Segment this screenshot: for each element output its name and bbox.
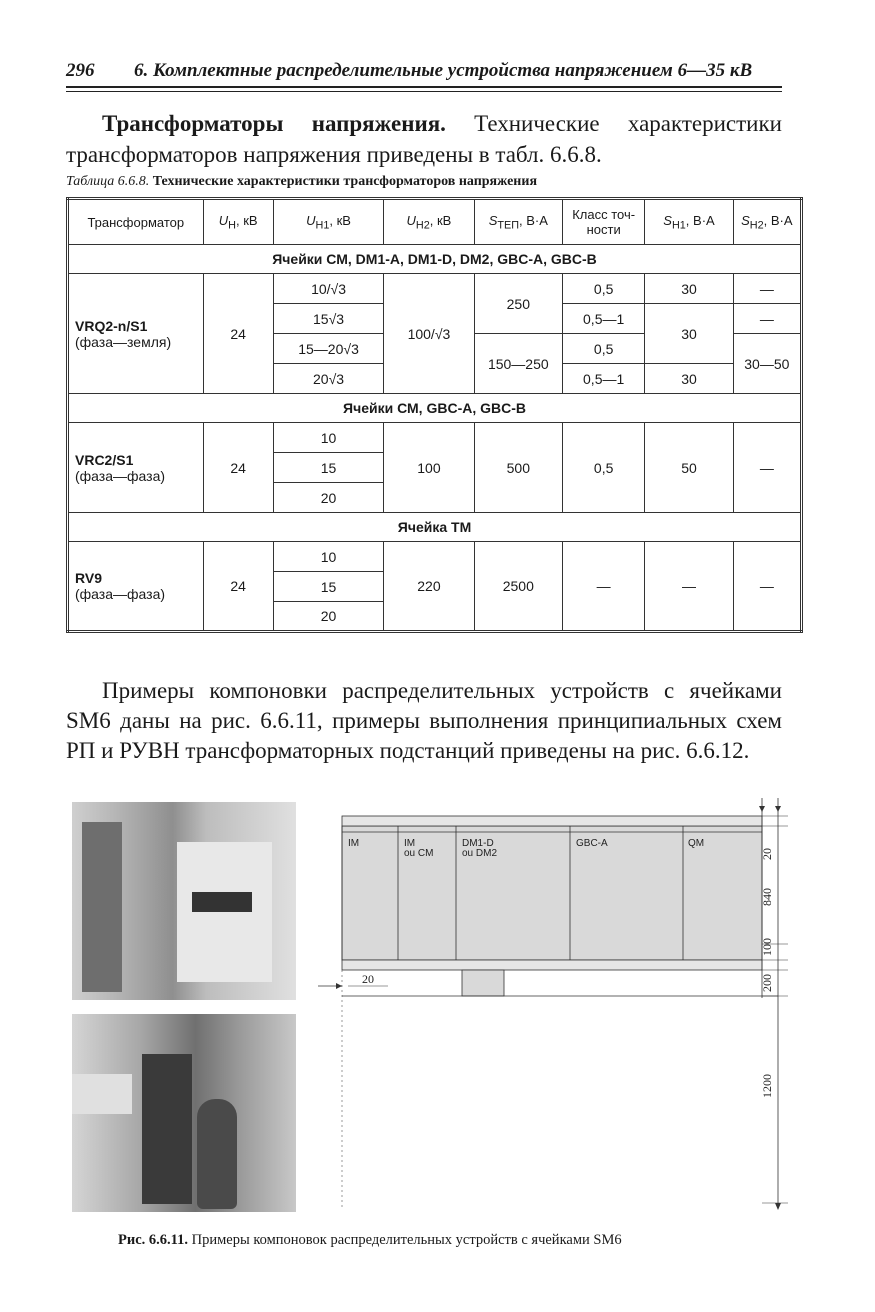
intro-paragraph	[66, 108, 782, 170]
cell-sh2: —	[733, 304, 801, 334]
cell-un1: 15√3	[273, 304, 383, 334]
figure-caption-label: Рис. 6.6.11.	[118, 1232, 188, 1248]
dim-200: 200	[760, 974, 774, 992]
layout-drawing	[318, 798, 800, 1210]
cell-label-im-cm: IM	[404, 838, 416, 849]
section-title: Ячейки СМ, DM1-A, DM1-D, DM2, GBC-A, GBC-B	[68, 245, 802, 274]
switchgear-operator-photo	[72, 1014, 296, 1212]
intro-lead: Трансформаторы напряжения.	[102, 111, 446, 136]
table-row	[68, 423, 802, 453]
cell-s-tep: 250	[474, 274, 562, 334]
cell-s-tep: 2500	[474, 542, 562, 632]
dim-20-left: 20	[362, 972, 374, 986]
cell-accuracy: 0,5—1	[562, 364, 644, 394]
figure-caption	[118, 1232, 622, 1249]
section-title: Ячейка ТМ	[68, 513, 802, 542]
dim-100: 100	[760, 938, 774, 956]
body-paragraph: Примеры компоновки распределительных устройств с ячейками SM6 даны на рис. 6.6.11, примеры выполнения принципиальных схем РП и РУВН трансформаторных подстанций приведены на рис. 6.6.12.	[66, 678, 782, 763]
cell-accuracy: 0,5—1	[562, 304, 644, 334]
cell-label-qm: QM	[688, 838, 705, 849]
cell-sh1: 50	[645, 423, 733, 513]
page-header	[66, 58, 782, 84]
cell-sh2: —	[733, 542, 801, 632]
cell-accuracy: —	[562, 542, 644, 632]
intro-text: Технические характеристики трансформаторов напряжения приведены в табл. 6.6.8.	[66, 111, 782, 167]
th-accuracy: Класс точ-ности	[562, 199, 644, 245]
table-caption	[66, 174, 537, 190]
cell-label-im: IM	[348, 838, 360, 849]
cell-sh1: 30	[645, 274, 733, 304]
page-number: 296	[66, 60, 95, 81]
cell-un2: 220	[384, 542, 474, 632]
cell-un1: 10	[273, 542, 383, 572]
figure-caption-text: Примеры компоновок распределительных устройств с ячейками SM6	[187, 1232, 622, 1248]
dim-1200: 1200	[760, 1074, 774, 1098]
cell-un1: 20√3	[273, 364, 383, 394]
th-un: $U_Н$, кВ	[203, 199, 273, 245]
cell-sh1: —	[645, 542, 733, 632]
cell-un1: 20	[273, 602, 383, 632]
cell-sh2: —	[733, 274, 801, 304]
cell-un2: 100	[384, 423, 474, 513]
cell-accuracy: 0,5	[562, 423, 644, 513]
transformer-name: VRQ2-n/S1 (фаза—земля)	[68, 274, 204, 394]
transformer-name: RV9 (фаза—фаза)	[68, 542, 204, 632]
th-un2: $U_{Н2}$, кВ	[384, 199, 474, 245]
cell-label-dm1d: DM1-D	[462, 838, 494, 849]
th-sh2: $S_{Н2}$, В·А	[733, 199, 801, 245]
th-un1: $U_{Н1}$, кВ	[273, 199, 383, 245]
th-transformer: Трансформатор	[68, 199, 204, 245]
section-title: Ячейки СМ, GBC-A, GBC-B	[68, 394, 802, 423]
table-row	[68, 542, 802, 572]
table-row	[68, 274, 802, 304]
cell-sh2: 30—50	[733, 334, 801, 394]
cell-un1: 15	[273, 572, 383, 602]
cell-un1: 15	[273, 453, 383, 483]
chapter-title: 6. Комплектные распределительные устройства напряжением 6—35 кВ	[134, 60, 753, 81]
cell-un: 24	[203, 274, 273, 394]
th-sh1: $S_{Н1}$, В·А	[645, 199, 733, 245]
switchgear-photo	[72, 802, 296, 1000]
table-header-row	[68, 199, 802, 245]
cell-un1: 15—20√3	[273, 334, 383, 364]
cell-un1: 10	[273, 423, 383, 453]
dim-840: 840	[760, 888, 774, 906]
table-caption-label: Таблица 6.6.8.	[66, 174, 150, 189]
cell-accuracy: 0,5	[562, 334, 644, 364]
transformer-name: VRC2/S1 (фаза—фаза)	[68, 423, 204, 513]
table-caption-text: Технические характеристики трансформаторов напряжения	[149, 174, 538, 189]
cell-label-dm1d-2: ou DM2	[462, 848, 498, 859]
cell-un: 24	[203, 542, 273, 632]
cell-sh2: —	[733, 423, 801, 513]
cell-label-gbca: GBC-A	[576, 838, 608, 849]
cell-un: 24	[203, 423, 273, 513]
cell-un1: 20	[273, 483, 383, 513]
cell-un1: 10/√3	[273, 274, 383, 304]
cell-label-im-cm-2: ou CM	[404, 848, 434, 859]
cell-sh1: 30	[645, 364, 733, 394]
th-s-tep: $S_{ТЕП}$, В·А	[474, 199, 562, 245]
header-rule-thin	[66, 91, 782, 92]
dim-20-top: 20	[760, 848, 774, 860]
cell-sh1: 30	[645, 304, 733, 364]
header-rule	[66, 86, 782, 88]
cell-accuracy: 0,5	[562, 274, 644, 304]
spec-table	[66, 197, 803, 633]
cell-s-tep: 500	[474, 423, 562, 513]
cell-s-tep: 150—250	[474, 334, 562, 394]
cell-un2: 100/√3	[384, 274, 474, 394]
